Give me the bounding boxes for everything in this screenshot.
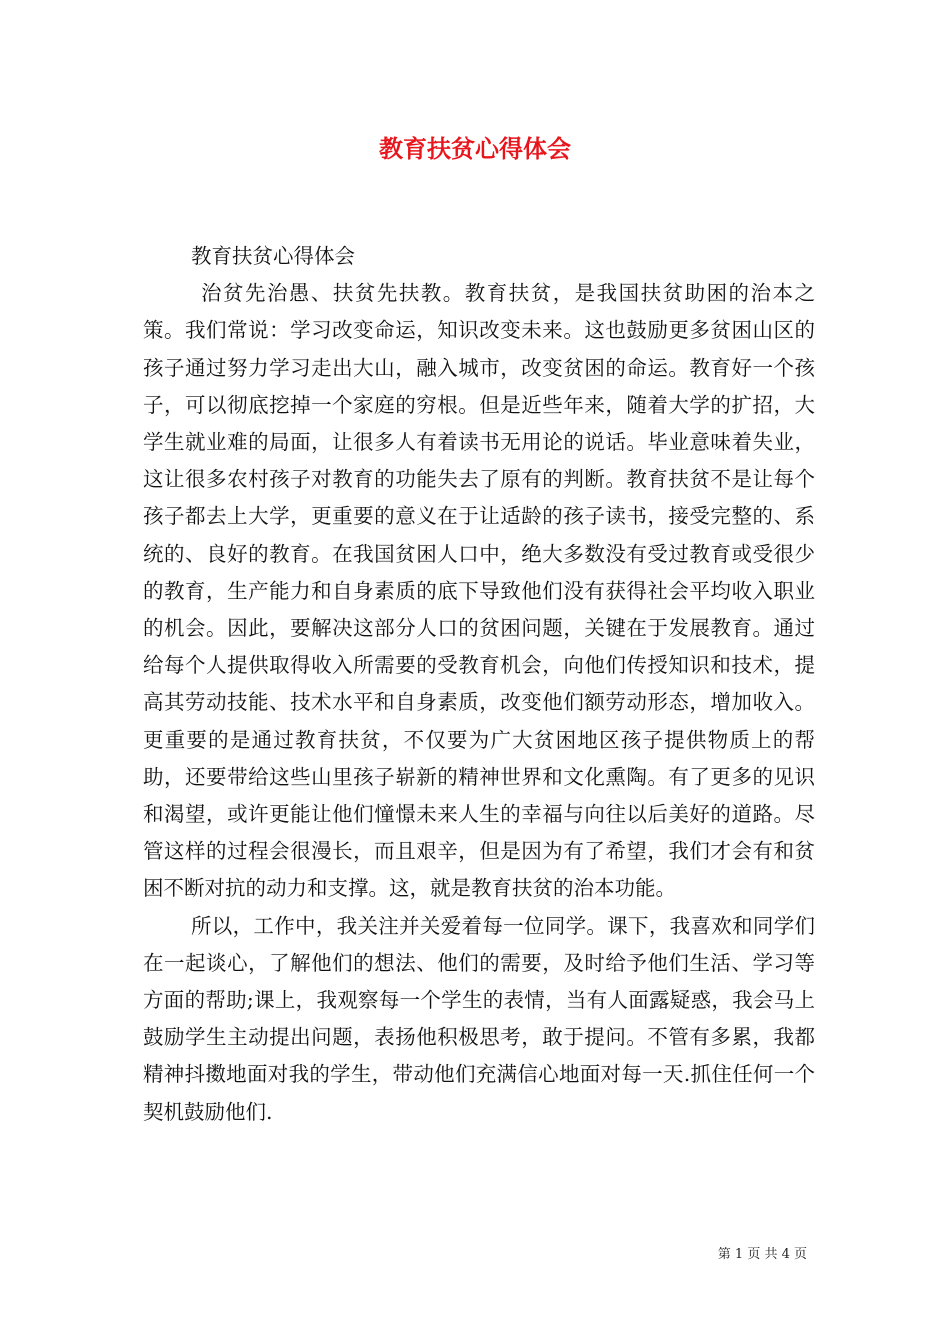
paragraph-1: 治贫先治愚、扶贫先扶教。教育扶贫，是我国扶贫助困的治本之策。我们常说：学习改变命运，知识改变未来。这也鼓励更多贫困山区的孩子通过努力学习走出大山，融入城市，改变贫困的命运。教育好一个孩子，可以彻底挖掉一个家庭的穷根。但是近些年来，随着大学的扩招，大学生就业难的局面，让很多人有着读书无用论的说话。毕业意味着失业，这让很多农村孩子对教育的功能失去了原有的判断。教育扶贫不是让每个孩子都去上大学，更重要的意义在于让适龄的孩子读书，接受完整的、系统的、良好的教育。在我国贫困人口中，绝大多数没有受过教育或受很少的教育，生产能力和自身素质的底下导致他们没有获得社会平均收入职业的机会。因此，要解决这部分人口的贫困问题，关键在于发展教育。通过给每个人提供取得收入所需要的受教育机会，向他们传授知识和技术，提高其劳动技能、技术水平和自身素质，改变他们额劳动形态，增加收入。更重要的是通过教育扶贫，不仅要为广大贫困地区孩子提供物质上的帮助，还要带给这些山里孩子崭新的精神世界和文化熏陶。有了更多的见识和渴望，或许更能让他们憧憬未来人生的幸福与向往以后美好的道路。尽管这样的过程会很漫长，而且艰辛，但是因为有了希望，我们才会有和贫困不断对抗的动力和支撑。这，就是教育扶贫的治本功能。 [143,281,815,901]
document-subtitle: 教育扶贫心得体会 [191,244,355,268]
page-number-footer: 第 1 页 共 4 页 [717,1247,807,1262]
document-body [143,238,815,1131]
document-title: 教育扶贫心得体会 [379,134,571,163]
paragraph-2: 所以，工作中，我关注并关爱着每一位同学。课下，我喜欢和同学们在一起谈心，了解他们的想法、他们的需要，及时给予他们生活、学习等方面的帮助;课上，我观察每一个学生的表情，当有人面露疑惑，我会马上鼓励学生主动提出问题，表扬他积极思考，敢于提问。不管有多累，我都精神抖擞地面对我的学生，带动他们充满信心地面对每一天.抓住任何一个契机鼓励他们. [143,913,815,1124]
